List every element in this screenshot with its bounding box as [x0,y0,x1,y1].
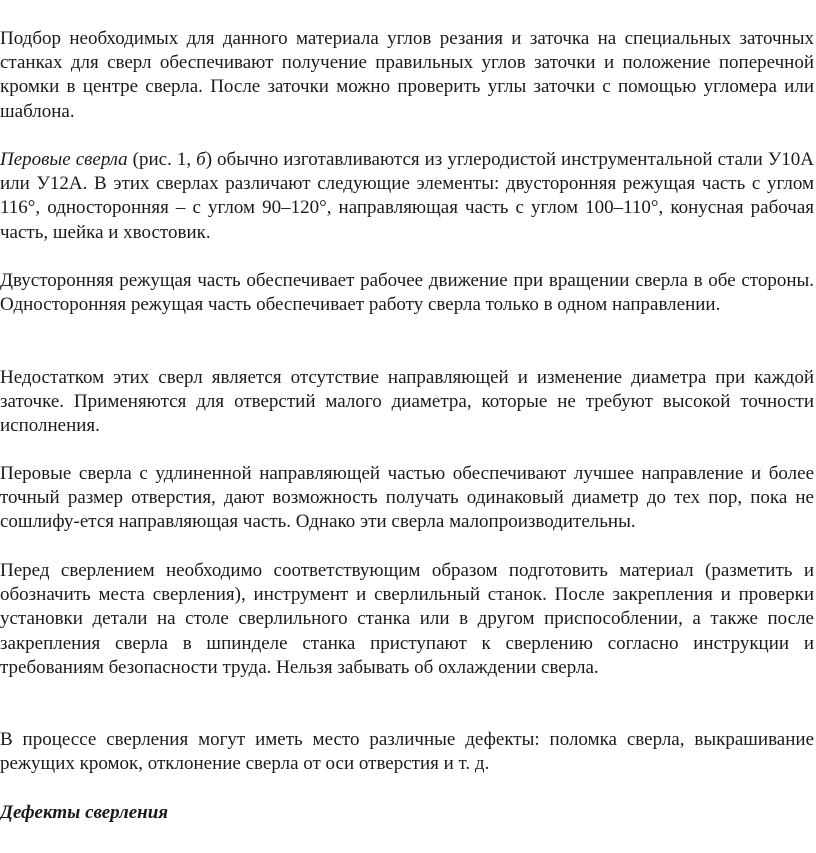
paragraph-preparation: Перед сверлением необходимо соответствующим образом подготовить материал (разметить и обозначить места сверления), инструмент и сверлильный станок. После закрепления и проверки установки детали на столе сверлильного станка или в другом приспособлении, а также после закрепления сверла в шпинделе станка приступают к сверлению согласно инструкции и требованиям безопасности труда. Нельзя забывать об охлаждении сверла. [0,560,814,678]
paragraph-defects-intro: В процессе сверления могут иметь место различные дефекты: поломка сверла, выкрашивание режущих кромок, отклонение сверла от оси отверстия и т. д. [0,729,814,775]
term-spade-drills: Перовые сверла [0,149,128,170]
paragraph-spade-drills-body: ) обычно изготавливаются из углеродистой инструментальной стали У10А или У12А. В этих сверлах различают следующие элементы: двусторонняя режущая часть с углом 116°, односторонняя – с углом 90–120°, направляющая часть с углом 100–110°, конусная рабочая часть, шейка и хвостовик. [0,149,815,243]
figure-ref-letter: б [196,149,206,170]
figure-ref-prefix: (рис. 1, [127,149,197,170]
paragraph-sharpening: Подбор необходимых для данного материала углов резания и заточка на специальных заточных станках для сверл обеспечивают получение правильных углов заточки и положение поперечной кромки в центре сверла. После заточки можно проверить углы заточки с помощью угломера или шаблона. [0,28,814,122]
paragraph-spade-drills [0,148,814,245]
paragraph-cutting-parts: Двусторонняя режущая часть обеспечивает рабочее движение при вращении сверла в обе стороны. Односторонняя режущая часть обеспечивает работу сверла только в одном направлении. [0,270,814,316]
paragraph-disadvantages: Недостатком этих сверл является отсутствие направляющей и изменение диаметра при каждой заточке. Применяются для отверстий малого диаметра, которые не требуют высокой точности исполнения. [0,367,814,437]
section-heading-defects: Дефекты сверления [0,802,169,823]
paragraph-extended-guide: Перовые сверла с удлиненной направляющей частью обеспечивают лучшее направление и более точный размер отверстия, дают возможность получать одинаковый диаметр до тех пор, пока не сошлифу-ется направляющая часть. Однако эти сверла малопроизводительны. [0,463,814,533]
